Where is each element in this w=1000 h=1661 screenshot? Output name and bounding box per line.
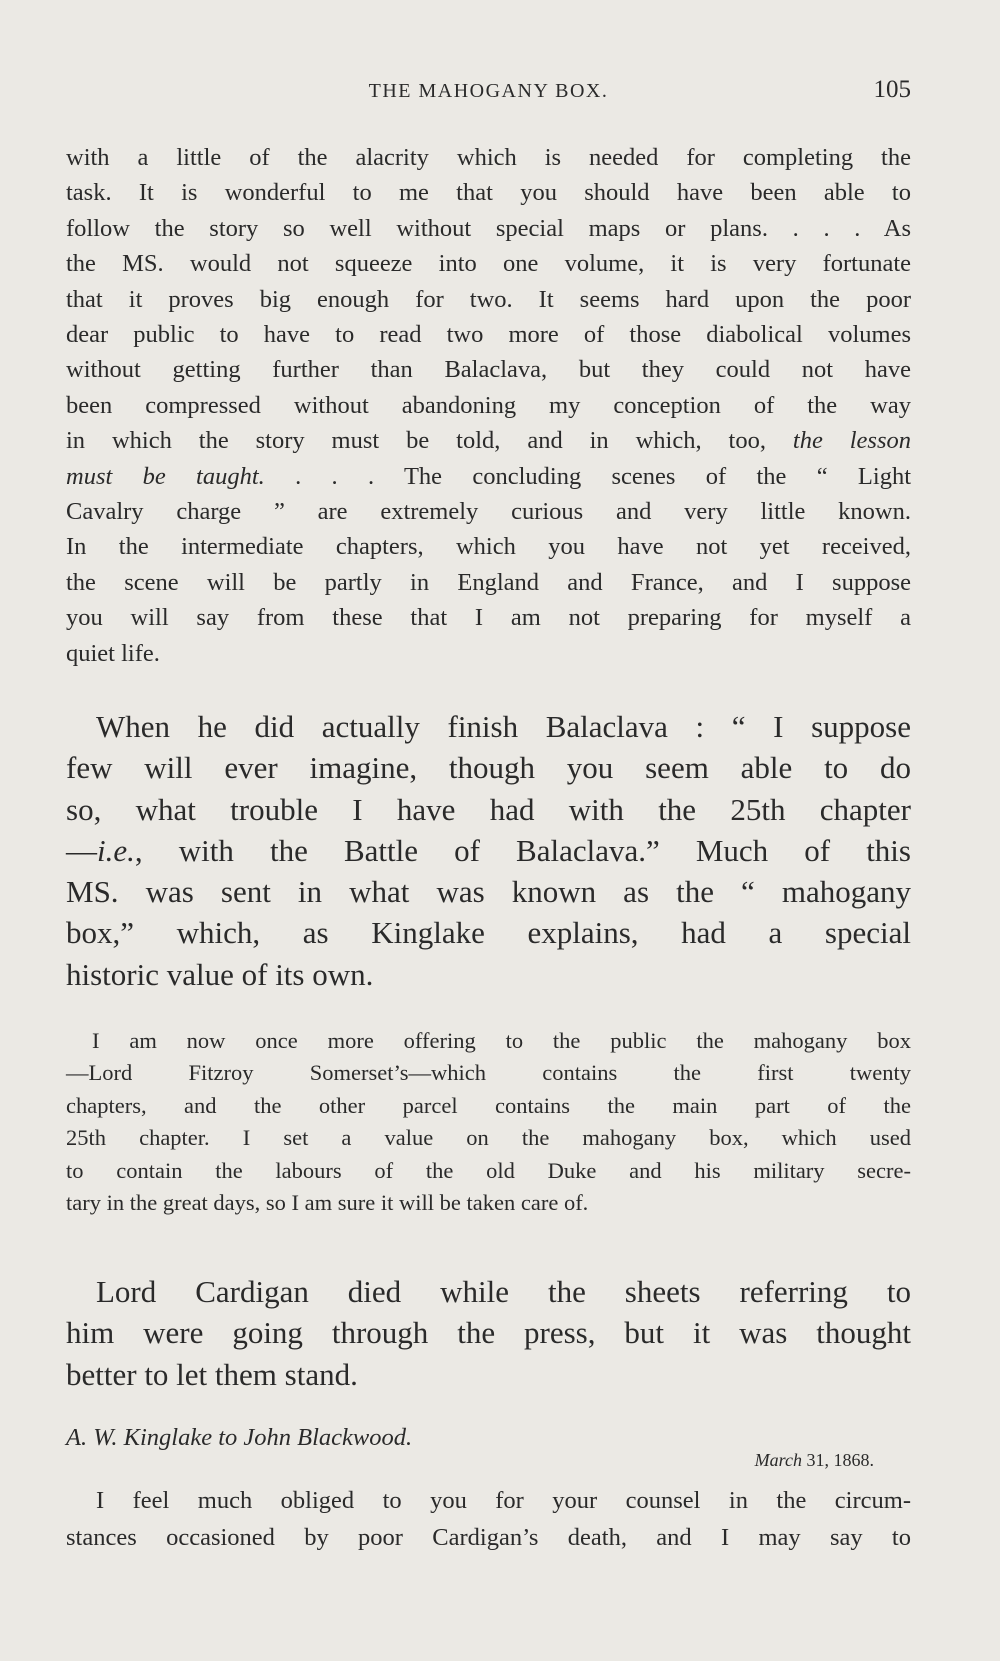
text-line: so, what trouble I have had with the 25th chapter [66, 791, 911, 827]
text-line: with a little of the alacrity which is needed for completing the [66, 144, 911, 171]
text-line: you will say from these that I am not preparing for myself a [66, 604, 911, 632]
date-month: March [754, 1450, 802, 1470]
text-line: box,” which, as Kinglake explains, had a special [66, 915, 911, 951]
letter-body [66, 1482, 911, 1556]
text-line: Lord Cardigan died while the sheets referring to [96, 1274, 911, 1309]
running-head [66, 76, 911, 106]
body-paragraph [66, 706, 911, 995]
text-line: —Lord Fitzroy Somerset’s—which contains the first twenty [66, 1060, 911, 1086]
text-line: that it proves big enough for two. It seems hard upon the poor [66, 285, 911, 313]
text-segment: in which the story must be told, and in which, too, [66, 427, 793, 455]
text-line: quiet life. [66, 639, 160, 667]
text-line: MS. was sent in what was known as the “ mahogany [66, 874, 911, 910]
text-line: tary in the great days, so I am sure it will be taken care of. [66, 1190, 589, 1216]
running-title: THE MAHOGANY BOX. [368, 80, 609, 102]
block-quotation [66, 1025, 911, 1219]
text-segment: — [66, 832, 97, 868]
text-line: been compressed without abandoning my conception of the way [66, 391, 911, 419]
text-line: I feel much obliged to you for your counsel in the circum- [96, 1487, 911, 1514]
text-line: task. It is wonderful to me that you should have been able to [66, 179, 911, 207]
text-line: to contain the labours of the old Duke and his military secre- [66, 1157, 911, 1183]
text-line: stances occasioned by poor Cardigan’s death, and I may say to [66, 1524, 911, 1551]
text-segment: , with the Battle of Balaclava.” Much of this [134, 832, 911, 868]
text-line: chapters, and the other parcel contains the main part of the [66, 1092, 911, 1118]
italic-segment: the lesson [792, 427, 911, 455]
text-line: When he did actually finish Balaclava : “ I suppose [96, 709, 911, 744]
text-line [66, 830, 911, 871]
letter-excerpt [66, 140, 911, 671]
italic-segment: i.e. [97, 832, 135, 868]
text-line: follow the story so well without special maps or plans. . . . As [66, 214, 911, 242]
text-line: him were going through the press, but it was thought [66, 1315, 911, 1351]
text-line: historic value of its own. [66, 956, 374, 992]
text-line: 25th chapter. I set a value on the mahogany box, which used [66, 1125, 911, 1151]
text-line: the scene will be partly in England and France, and I suppose [66, 568, 911, 596]
letter-date [755, 1450, 874, 1471]
text-line: few will ever imagine, though you seem able to do [66, 750, 911, 786]
text-line: Cavalry charge ” are extremely curious and very little known. [66, 498, 911, 526]
text-line: I am now once more offering to the public the mahogany box [92, 1028, 911, 1053]
text-line: better to let them stand. [66, 1356, 358, 1392]
text-segment: . . . The concluding scenes of the “ Light [264, 462, 911, 490]
text-line [66, 459, 911, 494]
date-rest: 31, 1868. [802, 1450, 874, 1470]
letter-heading: A. W. Kinglake to John Blackwood. [66, 1424, 413, 1451]
text-line: In the intermediate chapters, which you have not yet received, [66, 533, 911, 561]
text-line: dear public to have to read two more of those diabolical volumes [66, 321, 911, 349]
body-paragraph [66, 1271, 911, 1395]
italic-segment: must be taught. [66, 462, 265, 490]
page-number: 105 [873, 76, 911, 103]
text-line: without getting further than Balaclava, but they could not have [66, 356, 911, 384]
text-line [66, 423, 911, 458]
text-line: the MS. would not squeeze into one volume, it is very fortunate [66, 250, 911, 278]
